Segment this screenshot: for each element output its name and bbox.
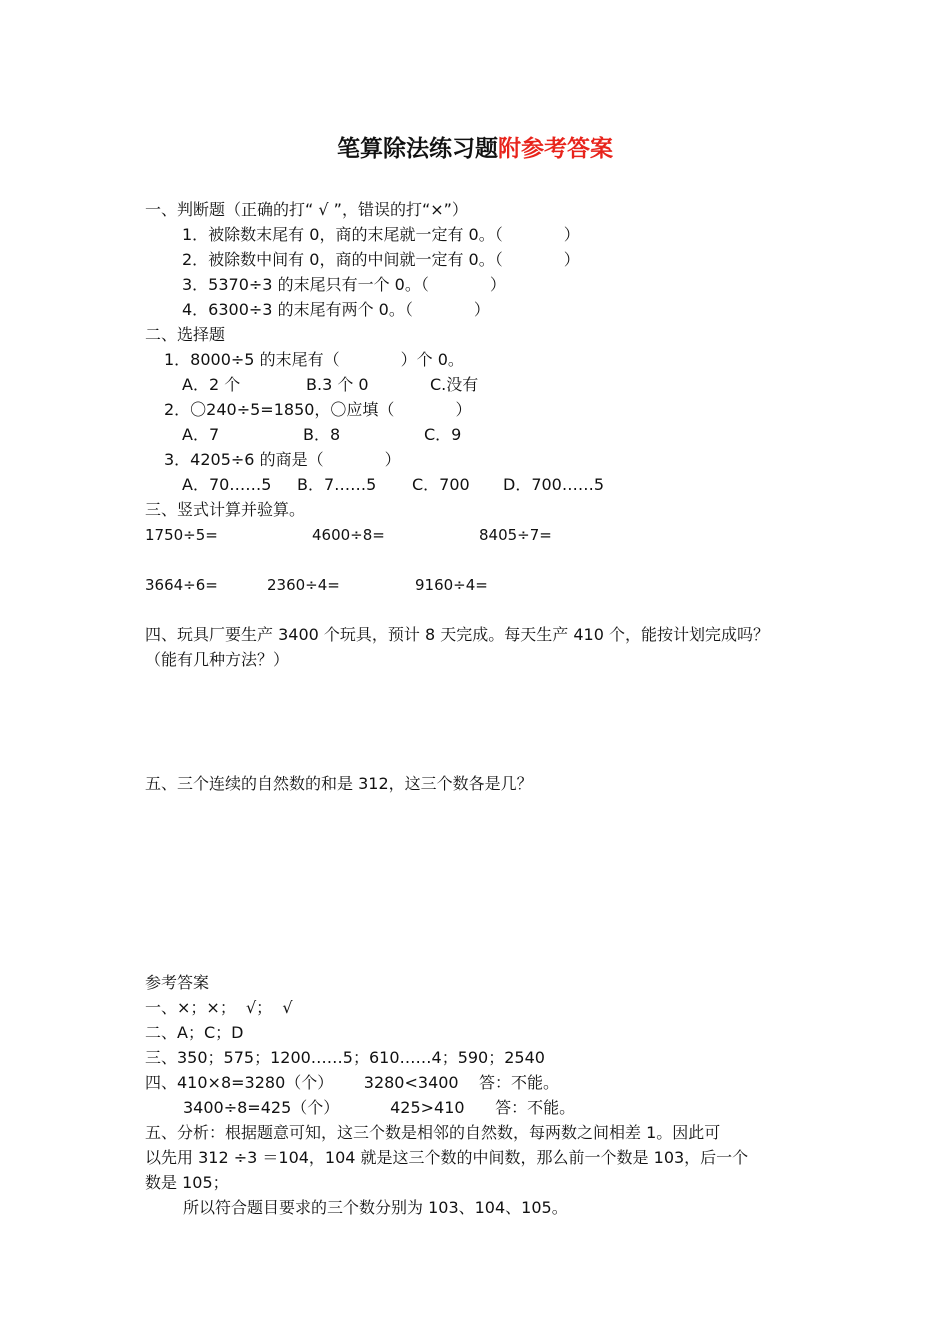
answer-2: 二、A；C；D [145, 1023, 244, 1042]
answer-5-line3: 数是 105； [145, 1173, 229, 1192]
choice-q3-option-a: A．70……5 [182, 475, 272, 494]
choice-question-3: 3．4205÷6 的商是（ ） [164, 450, 401, 469]
choice-question-2: 2．〇240÷5=1850，〇应填（ ） [164, 400, 472, 419]
judge-item-1: 1．被除数末尾有 0，商的末尾就一定有 0。（ ） [182, 225, 580, 244]
page-title [0, 134, 950, 164]
section2-heading: 二、选择题 [145, 325, 226, 344]
choice-q2-option-b: B．8 [303, 425, 341, 444]
section3-heading: 三、竖式计算并验算。 [145, 500, 306, 519]
calc-1: 1750÷5= [145, 526, 218, 544]
section5-question: 五、三个连续的自然数的和是 312，这三个数各是几？ [145, 774, 533, 793]
calc-4: 3664÷6= [145, 576, 218, 594]
answer-3: 三、350；575；1200……5；610……4；590；2540 [145, 1048, 545, 1067]
answers-heading: 参考答案 [145, 973, 210, 992]
choice-q1-option-a: A．2 个 [182, 375, 241, 394]
section4-question: 四、玩具厂要生产 3400 个玩具，预计 8 天完成。每天生产 410 个，能按计划完成吗？ [145, 625, 769, 644]
choice-q1-option-c: C.没有 [430, 375, 479, 394]
choice-q3-option-b: B．7……5 [297, 475, 377, 494]
calc-3: 8405÷7= [479, 526, 552, 544]
title-highlight: 附参考答案 [498, 135, 613, 162]
choice-q3-option-c: C．700 [412, 475, 470, 494]
judge-item-4: 4．6300÷3 的末尾有两个 0。（ ） [182, 300, 490, 319]
section1-heading: 一、判断题（正确的打“ √ ”，错误的打“×”） [145, 200, 468, 219]
answer-5-line4: 所以符合题目要求的三个数分别为 103、104、105。 [183, 1198, 568, 1217]
title-main: 笔算除法练习题 [337, 135, 498, 162]
choice-q1-option-b: B.3 个 0 [306, 375, 369, 394]
calc-6: 9160÷4= [415, 576, 488, 594]
judge-item-2: 2．被除数中间有 0，商的中间就一定有 0。（ ） [182, 250, 580, 269]
answer-1: 一、×；×； √； √ [145, 998, 293, 1017]
choice-question-1: 1．8000÷5 的末尾有（ ）个 0。 [164, 350, 464, 369]
choice-q2-option-c: C．9 [424, 425, 462, 444]
answer-4-line1: 四、410×8=3280（个） 3280<3400 答：不能。 [145, 1073, 559, 1092]
answer-5-line2: 以先用 312 ÷3 ＝104，104 就是这三个数的中间数，那么前一个数是 103，后一个 [145, 1148, 749, 1167]
choice-q2-option-a: A．7 [182, 425, 220, 444]
answer-4-line2: 3400÷8=425（个） 425>410 答：不能。 [183, 1098, 576, 1117]
judge-item-3: 3．5370÷3 的末尾只有一个 0。（ ） [182, 275, 506, 294]
calc-2: 4600÷8= [312, 526, 385, 544]
choice-q3-option-d: D．700……5 [503, 475, 605, 494]
answer-5-line1: 五、分析：根据题意可知，这三个数是相邻的自然数，每两数之间相差 1。因此可 [145, 1123, 721, 1142]
section4-question-cont: （能有几种方法？） [145, 650, 290, 669]
calc-5: 2360÷4= [267, 576, 340, 594]
